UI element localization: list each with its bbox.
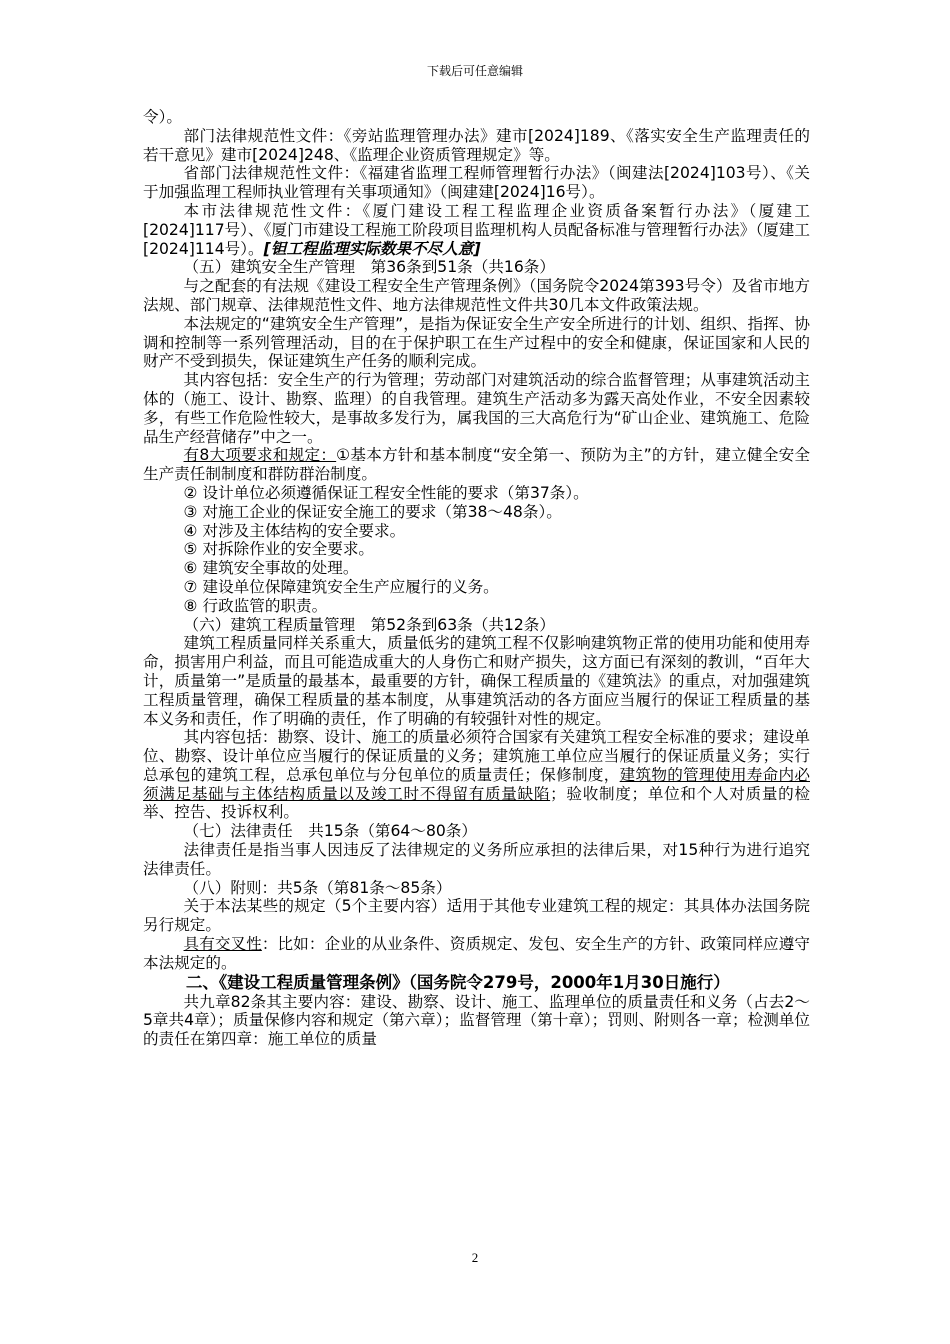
paragraph: 共九章82条其主要内容：建设、勘察、设计、施工、监理单位的质量责任和义务（占去2～5章共4章）；质量保修内容和规定（第六章）；监督管理（第十章）；罚则、附则各一章；检测单位的责任在第四章：施工单位的质量: [143, 992, 810, 1049]
list-item: ⑤ 对拆除作业的安全要求。: [183, 540, 375, 559]
paragraph-text: 其内容包括：勘察、设计、施工的质量必须符合国家有关建筑工程安全标准的要求；建设单位、勘察、设计单位应当履行的保证质量的义务；建筑施工单位应当履行的保证质量义务；实行总承包的建筑工程，总承包单位与分包单位的质量责任；保修制度，: [143, 728, 810, 784]
paragraph: 省部门法律规范性文件：《福建省监理工程师管理暂行办法》（闽建法[2024]103号）、《关于加强监理工程师执业管理有关事项通知》（闽建建[2024]16号）。: [143, 164, 810, 202]
section-heading: （六）建筑工程质量管理 第52条到63条（共12条）: [183, 615, 555, 634]
underlined-lead: 有8大项要求和规定：: [183, 446, 337, 465]
inline-note: [钽工程监理实际数果不尽人意]: [263, 239, 481, 258]
document-body: [143, 108, 810, 1049]
paragraph-text: ①基本方针和基本制度“安全第一、预防为主”的方针，建立健全安全生产责任制制度和群防群治制度。: [143, 446, 811, 484]
list-item: ⑦ 建设单位保障建筑安全生产应履行的义务。: [183, 577, 499, 596]
paragraph: 法律责任是指当事人因违反了法律规定的义务所应承担的法律后果，对15种行为进行追究法律责任。: [143, 841, 810, 878]
underlined-lead: 具有交叉性: [183, 935, 262, 954]
paragraph: 本法规定的“建筑安全生产管理”，是指为保证安全生产安全所进行的计划、组织、指挥、协调和控制等一系列管理活动，目的在于保护职工在生产过程中的安全和健康，保证国家和人民的财产不受到损失，保证建筑生产任务的顺利完成。: [143, 314, 810, 371]
paragraph: 与之配套的有法规《建设工程安全生产管理条例》（国务院令2024第393号令）及省市地方法规、部门规章、法律规范性文件、地方法律规范性文件共30几本文件政策法规。: [143, 277, 810, 314]
paragraph: [143, 202, 810, 258]
list-item: ⑧ 行政监管的职责。: [183, 596, 328, 615]
list-item: ③ 对施工企业的保证安全施工的要求（第38～48条）。: [183, 502, 562, 521]
list-item: ④ 对涉及主体结构的安全要求。: [183, 521, 406, 540]
paragraph-text: 本市法律规范性文件：《厦门建设工程工程监理企业资质备案暂行办法》（厦建工[2024]117号）、《厦门市建设工程施工阶段项目监理机构人员配备标准与管理暂行办法》（厦建工[2024]114号）。: [143, 201, 810, 258]
paragraph: [143, 935, 810, 973]
list-item: ② 设计单位必须遵循保证工程安全性能的要求（第37条）。: [183, 483, 589, 502]
paragraph: 令）。: [143, 108, 182, 126]
page-header: 下载后可任意编辑: [426, 64, 523, 78]
paragraph: [143, 728, 810, 822]
paragraph: 关于本法某些的规定（5个主要内容）适用于其他专业建筑工程的规定：其具体办法国务院另行规定。: [143, 897, 810, 935]
section-heading: （七）法律责任 共15条（第64～80条）: [183, 822, 477, 841]
paragraph: 其内容包括：安全生产的行为管理；劳动部门对建筑活动的综合监督管理；从事建筑活动主体的（施工、设计、勘察、监理）的自我管理。建筑生产活动多为露天高处作业，不安全因素较多，有些工作危险性较大，是事故多发行为，属我国的三大高危行为“矿山企业、建筑施工、危险品生产经营储存”中之一。: [143, 371, 810, 446]
paragraph: [143, 446, 810, 484]
underlined-text: 建筑物的管理使用寿命内必须满足基础与主体结构质量以及竣工时不得留有质量缺陷: [143, 765, 810, 803]
chapter-heading: 二、《建设工程质量管理条例》（国务院令279号，2000年1月30日施行）: [185, 972, 730, 992]
list-item: ⑥ 建筑安全事故的处理。: [183, 559, 359, 578]
section-heading: （五）建筑安全生产管理 第36条到51条（共16条）: [183, 258, 555, 277]
paragraph: 建筑工程质量同样关系重大，质量低劣的建筑工程不仅影响建筑物正常的使用功能和使用寿命，损害用户利益，而且可能造成重大的人身伤亡和财产损失，这方面已有深刻的教训，“百年大计，质量第一”是质量的最基本，最重要的方针，确保工程质量的《建筑法》的重点，对加强建筑工程质量管理，确保工程质量的基本制度，从事建筑活动的各方面应当履行的保证工程质量的基本义务和责任，作了明确的责任，作了明确的有较强针对性的规定。: [143, 634, 810, 728]
paragraph-text: ；验收制度；单位和个人对质量的检举、控告、投诉权利。: [143, 784, 810, 822]
section-heading: （八）附则：共5条（第81条～85条）: [183, 878, 452, 897]
paragraph: 部门法律规范性文件：《旁站监理管理办法》建市[2024]189、《落实安全生产监理责任的若干意见》建市[2024]248、《监理企业资质管理规定》等。: [143, 126, 810, 164]
page-number: 2: [471, 1250, 479, 1265]
paragraph-text: ：比如：企业的从业条件、资质规定、发包、安全生产的方针、政策同样应遵守本法规定的。: [143, 935, 810, 972]
